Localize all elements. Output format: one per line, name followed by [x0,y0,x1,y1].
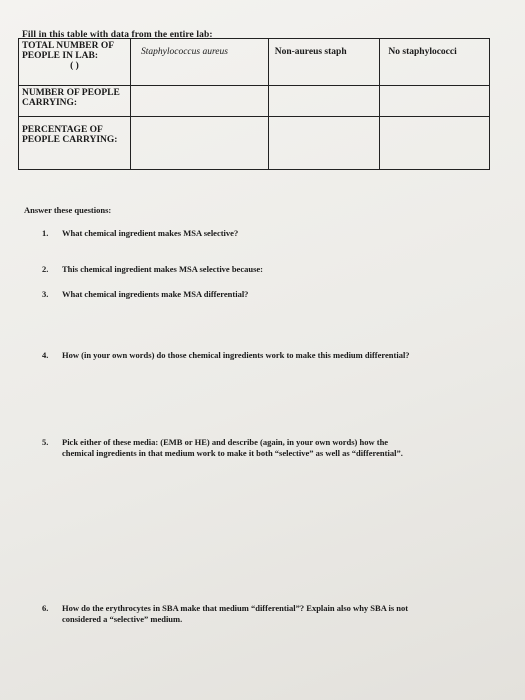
question-5-text [62,437,403,459]
question-6 [42,603,408,625]
table-title: Fill in this table with data from the entire lab: [22,30,213,40]
question-1-text: What chemical ingredient makes MSA selective? [62,228,239,238]
col-non-aureus: Non-aureus staph [268,39,380,86]
question-5 [42,437,403,459]
col-no-staph: No staphylococci [380,39,490,86]
question-5-number: 5. [42,437,49,447]
cell-no-staph-percent[interactable] [380,117,490,170]
cell-no-staph-count[interactable] [380,86,490,117]
question-4-text: How (in your own words) do those chemical ingredients work to make this medium differential? [62,350,410,360]
total-people-blank: ( ) [70,61,79,71]
cell-non-aureus-percent[interactable] [268,117,380,170]
question-6-number: 6. [42,603,49,613]
question-3 [42,289,248,300]
question-2-number: 2. [42,264,49,274]
row-label-carrying: NUMBER OF PEOPLE CARRYING: [19,86,131,117]
question-3-number: 3. [42,289,49,299]
question-1-number: 1. [42,228,49,238]
question-1 [42,228,238,239]
cell-non-aureus-count[interactable] [268,86,380,117]
question-6-text [62,603,408,625]
question-4 [42,350,410,361]
question-5-line1: Pick either of these media: (EMB or HE) and describe (again, in your own words) how the [62,437,389,447]
total-people-cell [19,39,131,86]
table-header-row [19,39,490,86]
col-staph-aureus: Staphylococcus aureus [131,39,269,86]
questions-intro: Answer these questions: [24,205,112,215]
question-4-number: 4. [42,350,49,360]
cell-aureus-count[interactable] [131,86,269,117]
cell-aureus-percent[interactable] [131,117,269,170]
table-row-percentage [19,117,490,170]
question-5-line2: chemical ingredients in that medium work to make it both “selective” as well as “differential”. [62,448,403,458]
question-2-text: This chemical ingredient makes MSA selective because: [62,264,263,274]
question-6-line1: How do the erythrocytes in SBA make that medium “differential”? Explain also why SBA is not [62,603,409,613]
total-people-label-line1: TOTAL NUMBER OF [22,41,115,51]
question-3-text: What chemical ingredients make MSA differential? [62,289,249,299]
row-label-percentage: PERCENTAGE OF PEOPLE CARRYING: [19,117,131,170]
question-6-line2: considered a “selective” medium. [62,614,183,624]
data-table [18,38,490,170]
table-row-carrying [19,86,490,117]
question-2 [42,264,263,275]
total-people-label-line2: PEOPLE IN LAB: [22,51,99,61]
